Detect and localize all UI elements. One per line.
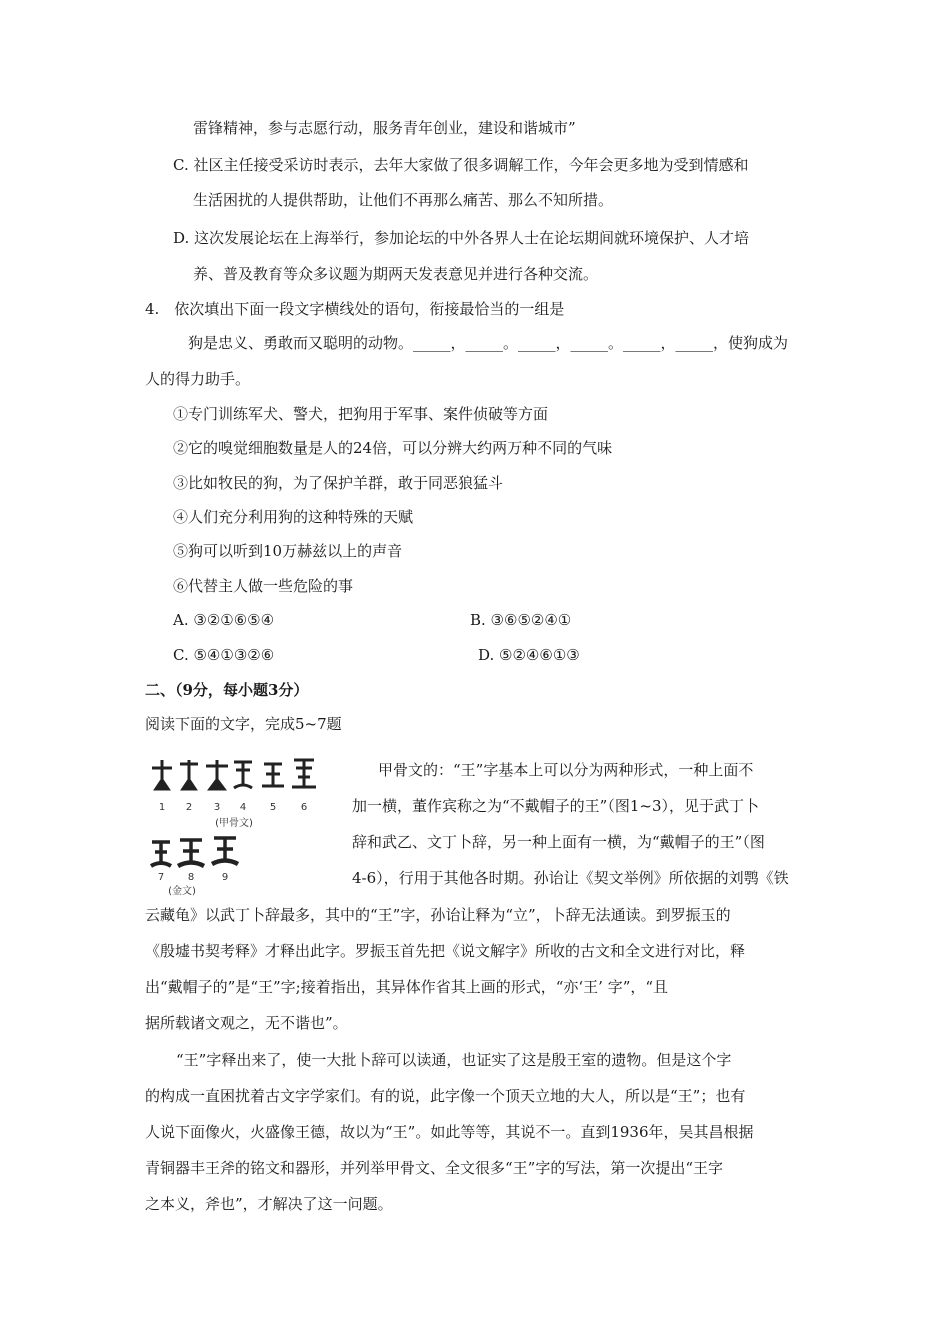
article-p1-line8: 据所载诸文观之，无不谐也”。	[145, 1014, 348, 1032]
section2-heading: 二、（9分，每小题3分）	[145, 681, 309, 699]
article-p2-line3: 人说下面像火，火盛像王德，故以为“王”。如此等等，其说不一。直到1936年，吴其昌根据	[145, 1123, 754, 1141]
q4-passage-line1: 狗是忠义、勇敢而又聪明的动物。_____，_____。_____，_____。_____，_____，使狗成为	[188, 334, 789, 352]
q4-stem: 4. 依次填出下面一段文字横线处的语句，衔接最恰当的一组是	[145, 300, 565, 318]
article-p2-line2: 的构成一直困扰着古文字学家们。有的说，此字像一个顶天立地的大人，所以是“王”；也有	[145, 1087, 746, 1105]
q4-option-b: B. ③⑥⑤②④①	[470, 611, 572, 629]
q3-option-b-continuation: 雷锋精神，参与志愿行动，服务青年创业，建设和谐城市”	[193, 119, 576, 137]
oracle-number-2: 2	[185, 802, 193, 813]
q3-option-d-line2: 养、普及教育等众多议题为期两天发表意见并进行各种交流。	[193, 265, 599, 283]
q3-option-c-line1: C. 社区主任接受采访时表示，去年大家做了很多调解工作，今年会更多地为受到情感和	[173, 156, 749, 174]
oracle-glyph-4	[234, 762, 252, 788]
q3-option-c-line2: 生活困扰的人提供帮助，让他们不再那么痛苦、那么不知所措。	[193, 191, 614, 209]
article-p1-line3: 辞和武乙、文丁卜辞，另一种上面有一横，为“戴帽子的王”（图	[352, 833, 765, 851]
oracle-number-4: 4	[239, 802, 247, 813]
oracle-glyph-5	[262, 764, 284, 786]
oracle-number-1: 1	[158, 802, 166, 813]
article-p1-line1: 甲骨文的：“王”字基本上可以分为两种形式，一种上面不	[378, 761, 754, 779]
article-p1-line5: 云藏龟》以武丁卜辞最多，其中的“王”字，孙诒让释为“立”，卜辞无法通读。到罗振玉的	[145, 906, 731, 924]
oracle-glyph-3	[206, 760, 228, 790]
article-p1-line6: 《殷墟书契考释》才释出此字。罗振玉首先把《说文解字》所收的古文和全文进行对比，释	[145, 942, 746, 960]
q4-item-4: ④人们充分利用狗的这种特殊的天赋	[173, 508, 414, 526]
article-p1-line2: 加一横，董作宾称之为“不戴帽子的王”（图1~3），见于武丁卜	[352, 797, 759, 815]
article-p1-line7: 出“戴帽子的”是“王”字;接着指出，其异体作省其上画的形式，“亦‘王’ 字”，“且	[145, 978, 669, 996]
bronze-number-8: 8	[187, 872, 195, 883]
bronze-number-7: 7	[157, 872, 165, 883]
q4-option-c: C. ⑤④①③②⑥	[173, 646, 275, 664]
bronze-caption: (金文)	[168, 886, 196, 897]
q4-item-3: ③比如牧民的狗，为了保护羊群，敢于同恶狼猛斗	[173, 474, 504, 492]
article-p2-line4: 青铜器丰王斧的铭文和器形，并列举甲骨文、全文很多“王”字的写法，第一次提出“王字	[145, 1159, 724, 1177]
q4-option-a: A. ③②①⑥⑤④	[173, 611, 275, 629]
q4-item-1: ①专门训练军犬、警犬，把狗用于军事、案件侦破等方面	[173, 405, 549, 423]
article-p2-line1: “王”字释出来了，使一大批卜辞可以读通，也证实了这是殷王室的遗物。但是这个字	[176, 1051, 732, 1069]
wang-character-figure	[148, 756, 338, 898]
q3-option-d-line1: D. 这次发展论坛在上海举行，参加论坛的中外各界人士在论坛期间就环境保护、人才培	[173, 229, 750, 247]
oracle-number-6: 6	[300, 802, 308, 813]
article-p1-line4: 4-6），行用于其他各时期。孙诒让《契文举例》所依据的刘鹗《铁	[352, 869, 789, 887]
q4-item-5: ⑤狗可以听到10万赫兹以上的声音	[173, 542, 403, 560]
q4-option-d: D. ⑤②④⑥①③	[478, 646, 580, 664]
bronze-glyph-7	[151, 842, 171, 866]
bronze-glyph-9	[212, 838, 238, 864]
oracle-caption: (甲骨文)	[215, 818, 253, 829]
q4-passage-line2: 人的得力助手。	[145, 370, 251, 388]
article-p2-line5: 之本义，斧也”，才解决了这一问题。	[145, 1195, 393, 1213]
oracle-glyph-2	[180, 760, 198, 790]
oracle-glyph-1	[152, 760, 172, 790]
oracle-number-5: 5	[269, 802, 277, 813]
oracle-number-3: 3	[213, 802, 221, 813]
section2-instruction: 阅读下面的文字，完成5~7题	[145, 715, 342, 733]
bronze-glyph-8	[178, 840, 204, 866]
q4-item-2: ②它的嗅觉细胞数量是人的24倍，可以分辨大约两万种不同的气味	[173, 439, 613, 457]
oracle-glyph-6	[292, 760, 316, 787]
q4-item-6: ⑥代替主人做一些危险的事	[173, 577, 354, 595]
bronze-number-9: 9	[221, 872, 229, 883]
